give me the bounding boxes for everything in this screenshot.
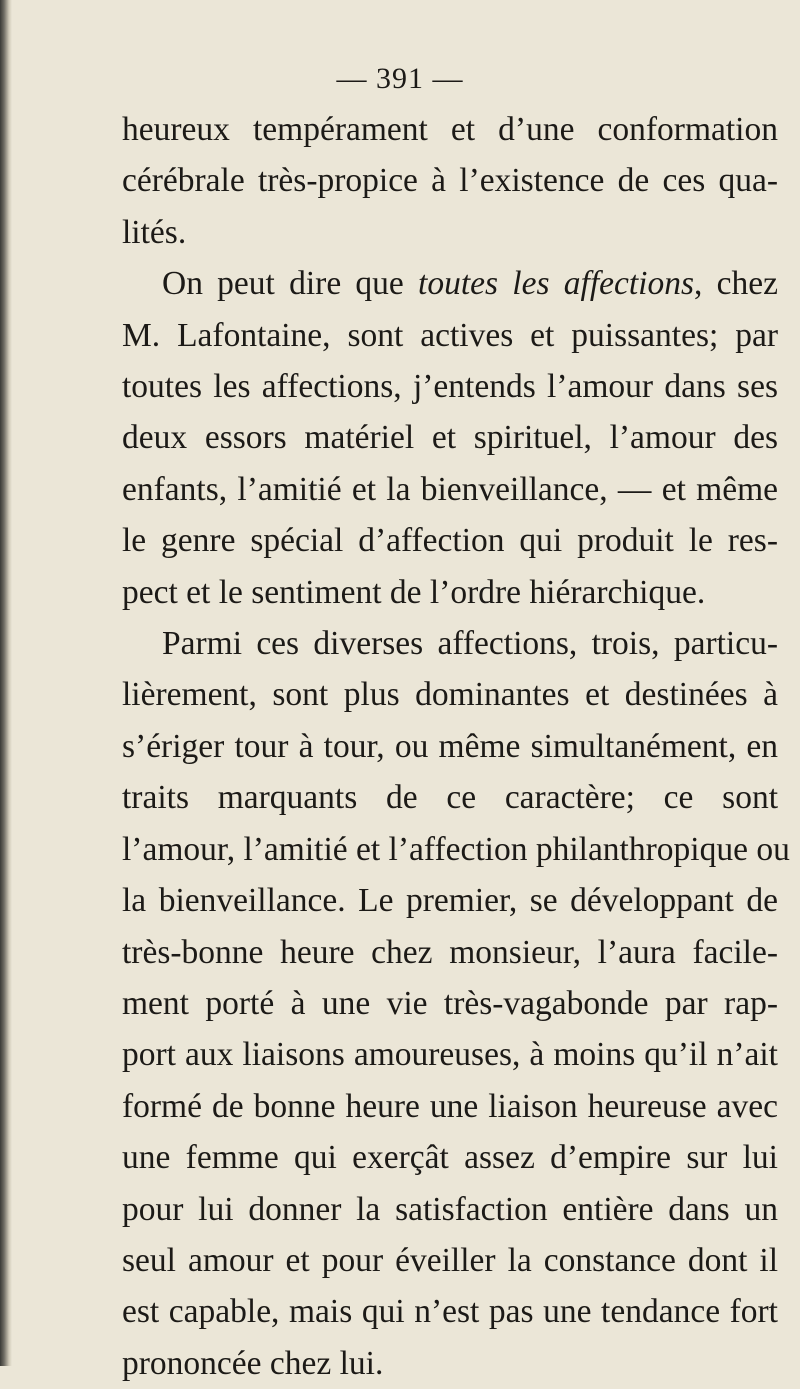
text-line: Parmi ces diverses affections, trois, particu- xyxy=(162,625,778,663)
text-line: très-bonne heure chez monsieur, l’aura facile- xyxy=(122,933,778,971)
text-line: M. Lafontaine, sont actives et puissantes; par xyxy=(122,316,778,354)
text-line: traits marquants de ce caractère; ce sont xyxy=(122,779,778,817)
text-line: le genre spécial d’affection qui produit le res- xyxy=(122,522,778,560)
text-line: pect et le sentiment de l’ordre hiérarchique. xyxy=(122,573,706,611)
text-line: s’ériger tour à tour, ou même simultanément, en xyxy=(122,727,778,765)
text-line: seul amour et pour éveiller la constance dont il xyxy=(122,1241,778,1279)
text-line: cérébrale très-propice à l’existence de ces qua- xyxy=(122,162,778,200)
text-line: enfants, l’amitié et la bienveillance, — et même xyxy=(122,470,778,508)
page-number-header: — 391 — xyxy=(336,62,464,95)
text-line-segment: On peut dire que xyxy=(162,265,419,303)
body-text xyxy=(122,104,790,1389)
page-left-edge xyxy=(0,0,12,1366)
text-line xyxy=(122,258,778,309)
text-line: toutes les affections, j’entends l’amour dans ses xyxy=(122,368,778,406)
text-line: est capable, mais qui n’est pas une tendance fort xyxy=(122,1293,778,1331)
text-line: prononcée chez lui. xyxy=(122,1344,384,1382)
text-line: ment porté à une vie très-vagabonde par rap- xyxy=(122,984,778,1022)
text-line: formé de bonne heure une liaison heureuse avec xyxy=(122,1087,778,1125)
text-line-segment: , chez xyxy=(694,265,779,303)
text-line: la bienveillance. Le premier, se développant de xyxy=(122,882,778,920)
text-line: lièrement, sont plus dominantes et destinées à xyxy=(122,676,778,714)
text-line: heureux tempérament et d’une conformation xyxy=(122,111,778,148)
text-line: l’amour, l’amitié et l’affection philanthropique ou xyxy=(122,830,790,868)
text-line: port aux liaisons amoureuses, à moins qu’il n’ait xyxy=(122,1036,778,1074)
text-line: une femme qui exerçât assez d’empire sur lui xyxy=(122,1139,778,1177)
italic-emphasis: toutes les affections xyxy=(418,265,695,303)
text-line: lités. xyxy=(122,213,187,251)
text-line: deux essors matériel et spirituel, l’amour des xyxy=(122,419,778,457)
text-line: pour lui donner la satisfaction entière dans un xyxy=(122,1190,778,1228)
